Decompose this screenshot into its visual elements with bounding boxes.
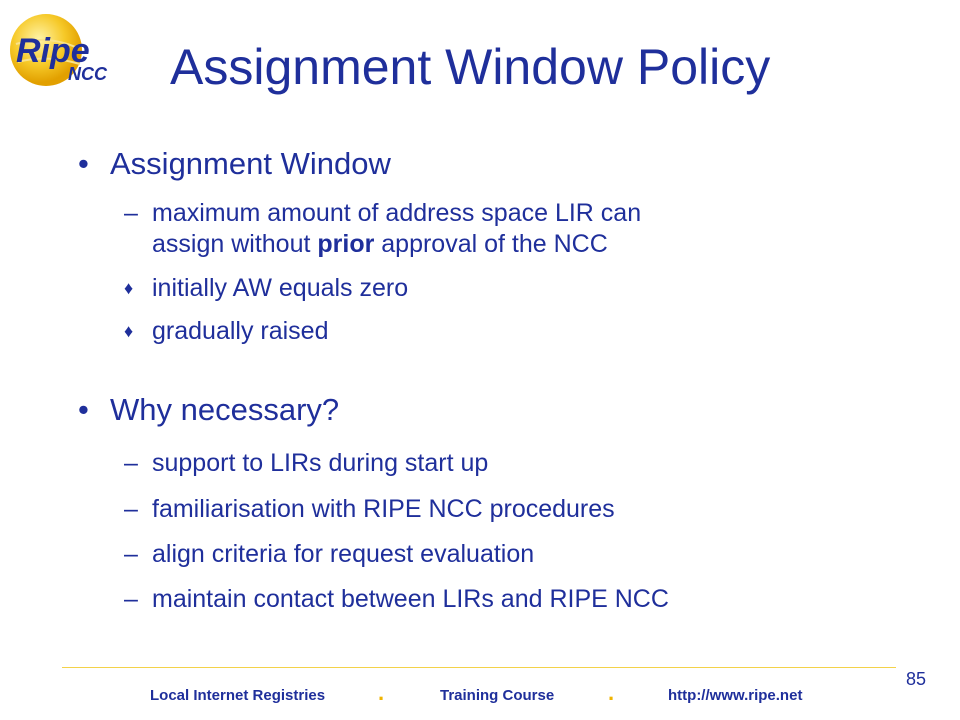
footer-left-text: Local Internet Registries bbox=[150, 687, 326, 704]
bullet-assignment-window bbox=[78, 146, 391, 182]
footer-url[interactable]: http://www.ripe.net bbox=[668, 687, 803, 704]
text-segment: approval of the NCC bbox=[374, 230, 608, 258]
item-text: support to LIRs during start up bbox=[152, 449, 489, 477]
dash-symbol: – bbox=[124, 449, 138, 477]
logo-subtext: NCC bbox=[68, 64, 107, 84]
item-text: maximum amount of address space LIR can bbox=[152, 199, 642, 227]
sub-item-raised bbox=[124, 316, 329, 347]
item-text-line2 bbox=[124, 229, 641, 260]
text-segment: assign without bbox=[152, 230, 318, 258]
sub-item-contact bbox=[124, 584, 669, 615]
diamond-icon: ♦ bbox=[124, 321, 134, 341]
item-text: align criteria for request evaluation bbox=[152, 540, 535, 568]
section-heading: Why necessary? bbox=[110, 392, 340, 427]
sub-item-initial bbox=[124, 273, 408, 304]
item-text: maintain contact between LIRs and RIPE NCC bbox=[152, 585, 669, 613]
bullet-symbol: • bbox=[78, 146, 89, 181]
sub-item-definition bbox=[124, 198, 641, 260]
bold-segment: prior bbox=[317, 230, 375, 258]
bullet-symbol: • bbox=[78, 392, 89, 427]
footer-separator-dot: . bbox=[608, 680, 615, 705]
sub-item-support bbox=[124, 448, 488, 479]
diamond-icon: ♦ bbox=[124, 278, 134, 298]
slide-title: Assignment Window Policy bbox=[170, 39, 771, 95]
dash-symbol: – bbox=[124, 585, 138, 613]
item-text: familiarisation with RIPE NCC procedures bbox=[152, 495, 615, 523]
dash-symbol: – bbox=[124, 540, 138, 568]
section-heading: Assignment Window bbox=[110, 146, 391, 181]
item-text: initially AW equals zero bbox=[152, 274, 409, 302]
footer-divider bbox=[62, 667, 896, 668]
dash-symbol: – bbox=[124, 495, 138, 523]
dash-symbol: – bbox=[124, 199, 138, 227]
item-text: gradually raised bbox=[152, 317, 329, 345]
logo-text: Ripe bbox=[16, 32, 90, 70]
page-number: 85 bbox=[906, 669, 927, 689]
sub-item-align bbox=[124, 539, 534, 570]
footer-center-text: Training Course bbox=[440, 687, 555, 704]
bullet-why-necessary bbox=[78, 392, 339, 428]
footer-separator-dot: . bbox=[378, 680, 385, 705]
sub-item-familiarisation bbox=[124, 494, 615, 525]
